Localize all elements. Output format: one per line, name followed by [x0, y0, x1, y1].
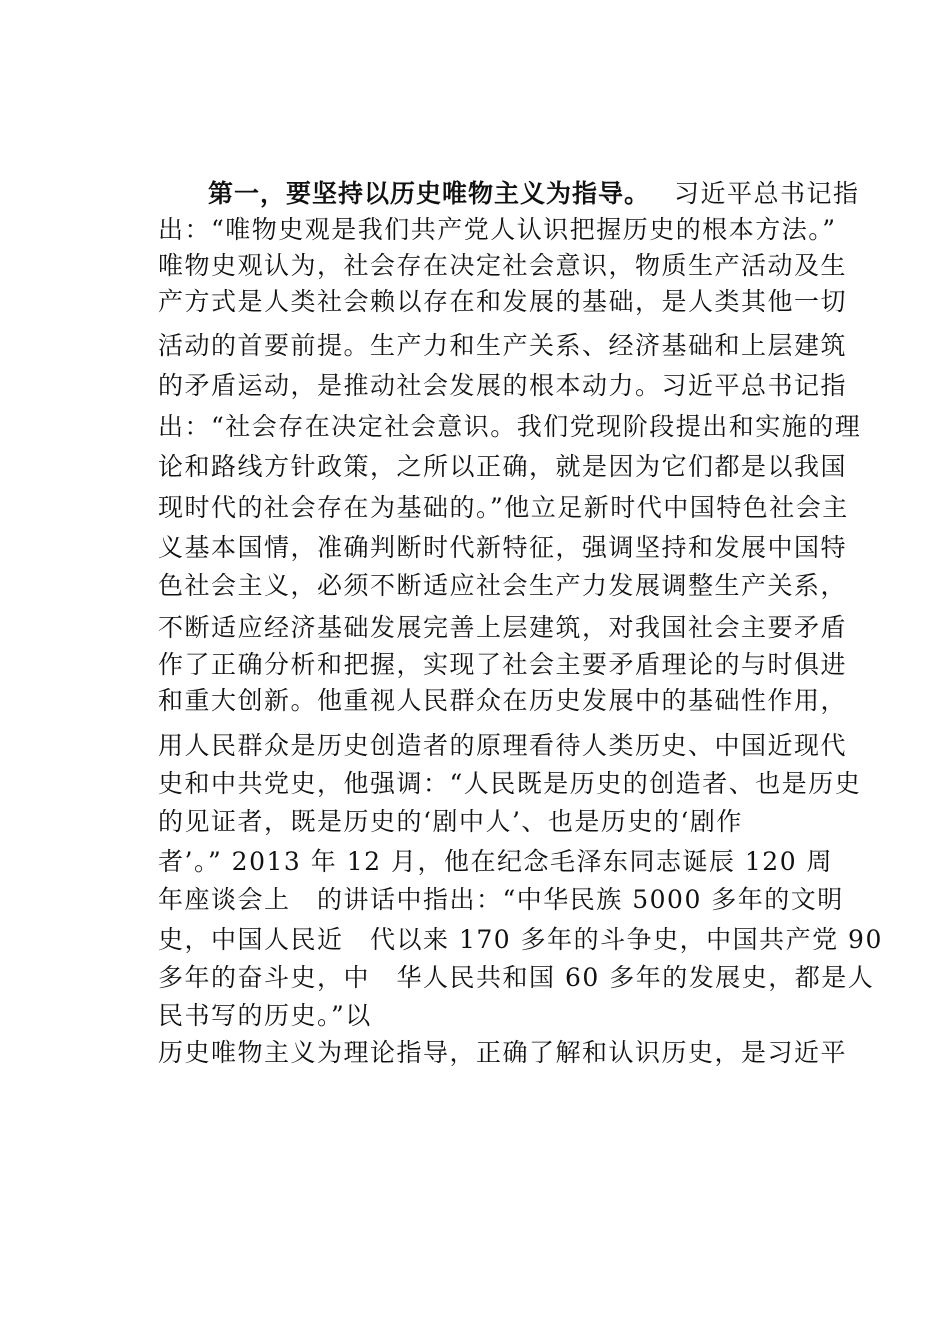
paragraph-line-20: 史，中国人民近 代以来 170 多年的斗争史，中国共产党 90 — [158, 925, 883, 954]
paragraph-line-14: 和重大创新。他重视人民群众在历史发展中的基础性作用， — [158, 686, 848, 715]
paragraph-line-12: 不断适应经济基础发展完善上层建筑，对我国社会主要矛盾 — [158, 613, 848, 642]
paragraph-line-11: 色社会主义，必须不断适应社会生产力发展调整生产关系， — [158, 571, 848, 600]
paragraph-line-2: 出：“唯物史观是我们共产党人认识把握历史的根本方法。” — [158, 215, 837, 244]
paragraph-line-17: 的见证者，既是历史的‘剧中人’、也是历史的‘剧作 — [158, 807, 743, 836]
paragraph-line-19: 年座谈会上 的讲话中指出：“中华民族 5000 多年的文明 — [158, 885, 844, 914]
paragraph-line-1 — [208, 177, 860, 211]
paragraph-line-16: 史和中共党史，他强调：“人民既是历史的创造者、也是历史 — [158, 769, 862, 798]
paragraph-line-18: 者’。” 2013 年 12 月，他在纪念毛泽东同志诞辰 120 周 — [158, 847, 834, 876]
paragraph-line-7: 出：“社会存在决定社会意识。我们党现阶段提出和实施的理 — [158, 412, 862, 441]
line-text: 习近平总书记指 — [674, 179, 860, 208]
lead-heading: 第一，要坚持以历史唯物主义为指导。 — [208, 179, 651, 208]
paragraph-line-9: 现时代的社会存在为基础的。”他立足新时代中国特色社会主 — [158, 493, 849, 522]
paragraph-line-6: 的矛盾运动，是推动社会发展的根本动力。习近平总书记指 — [158, 371, 848, 400]
paragraph-line-10: 义基本国情，准确判断时代新特征，强调坚持和发展中国特 — [158, 533, 848, 562]
paragraph-line-23: 历史唯物主义为理论指导，正确了解和认识历史，是习近平 — [158, 1038, 848, 1067]
paragraph-line-13: 作了正确分析和把握，实现了社会主要矛盾理论的与时俱进 — [158, 650, 848, 679]
paragraph-line-5: 活动的首要前提。生产力和生产关系、经济基础和上层建筑 — [158, 331, 848, 360]
paragraph-line-21: 多年的奋斗史，中 华人民共和国 60 多年的发展史，都是人 — [158, 963, 875, 992]
paragraph-line-22: 民书写的历史。”以 — [158, 1001, 372, 1030]
paragraph-line-4: 产方式是人类社会赖以存在和发展的基础，是人类其他一切 — [158, 287, 848, 316]
paragraph-line-15: 用人民群众是历史创造者的原理看待人类历史、中国近现代 — [158, 731, 848, 760]
paragraph-line-8: 论和路线方针政策，之所以正确，就是因为它们都是以我国 — [158, 452, 848, 481]
paragraph-line-3: 唯物史观认为，社会存在决定社会意识，物质生产活动及生 — [158, 251, 848, 280]
